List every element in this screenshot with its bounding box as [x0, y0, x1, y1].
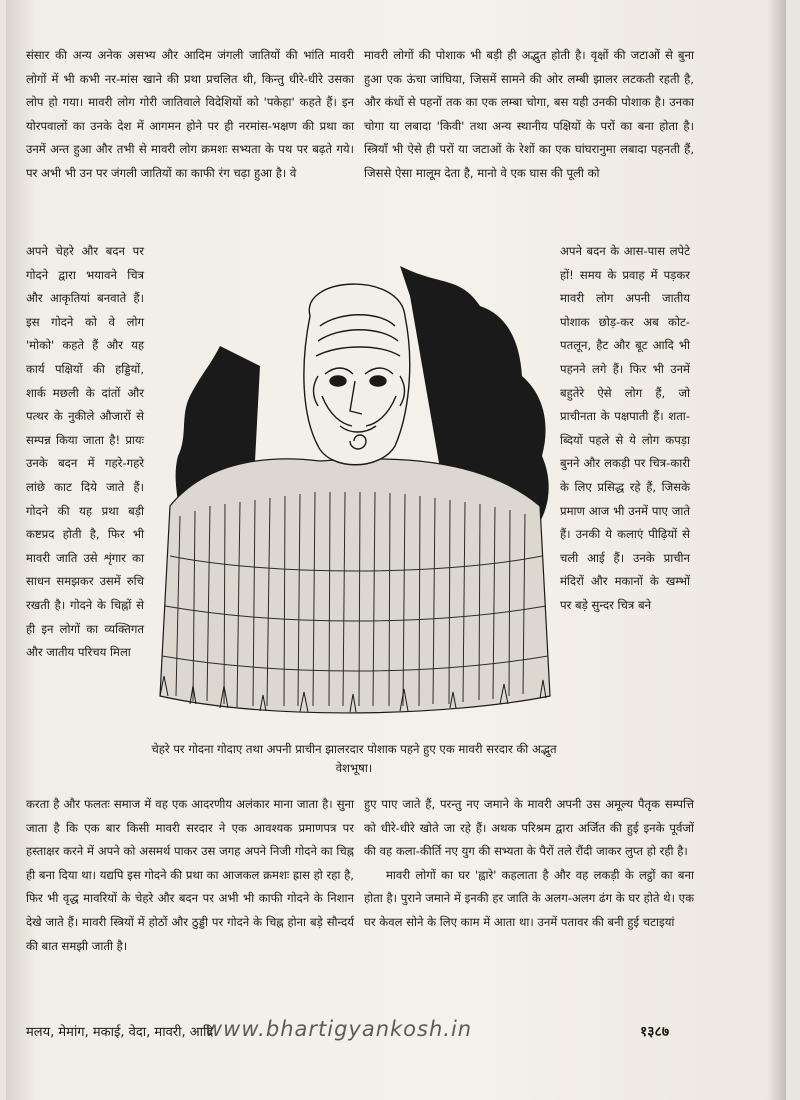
figure-caption: चेहरे पर गोदना गोदाए तथा अपनी प्राचीन झालरदार पोशाक पहने हुए एक मावरी सरदार की अद्भुत वेशभूषा। — [151, 742, 557, 775]
article-column-right-bottom — [364, 793, 694, 935]
article-column-right-mid — [560, 240, 690, 618]
watermark: www.bhartigyankosh.in — [205, 1017, 473, 1041]
paragraph-heritage: हुए पाए जाते हैं, परन्तु नए जमाने के मावरी अपनी उस अमूल्य पैतृक सम्पत्ति को धीरे-धीरे खोते जा रहे हैं। अथक परिश्रम द्वारा अर्जित की हुई इनके पूर्वजों की वह कला-कीर्ति नए युग की सभ्यता के पैरों तले रौंदी जाकर लुप्त हो रही है। — [364, 797, 694, 859]
maori-chief-illustration — [150, 256, 558, 724]
page-edge-shadow — [768, 0, 786, 1100]
cloak — [160, 459, 550, 713]
footer-running-text: मलय, मेमांग, मकाई, वेदा, मावरी, आदि — [26, 1025, 214, 1040]
article-column-left-top — [26, 44, 354, 186]
face-head — [304, 284, 410, 465]
article-column-right-top — [364, 44, 694, 186]
page-number: १३८७ — [640, 1024, 670, 1040]
paragraph-tattoo: अपने चेहरे और बदन पर गोदने द्वारा भयावने चित्र और आकृतियां बनवाते हैं। इस गोदने को वे लोग 'मोको' कहते हैं और यह कार्य पक्षियों की हड्डियों, शार्क मछली के दांतों और पत्थर के नुकीले औजारों से सम्पन्न किया जाता है! प्रायः उनके बदन में गहरे-गहरे लांछे काट दिये जाते हैं। गोदने की यह प्रथा बड़ी कष्टप्रद होती है, फिर भी मावरी जाति उसे शृंगार का साधन समझकर उसमें रुचि रखती है। गोदने के चिह्नों से ही इन लोगों का व्यक्तिगत और जातीय परिचय मिला — [26, 244, 144, 660]
paragraph-tattoo-signature: करता है और फलतः समाज में वह एक आदरणीय अलंकार माना जाता है। सुना जाता है कि एक बार किसी मावरी सरदार ने एक आवश्यक प्रमाणपत्र पर हस्ताक्षर करने में अपने को असमर्थ पाकर उस जगह अपने निजी गोदने का चिह्न ही बना दिया था। यद्यपि इस गोदने की प्रथा का आजकल क्रमशः ह्रास हो रहा है, फिर भी वृद्ध मावरियों के चेहरे और बदन पर अभी भी काफी गोदने के निशान देखे जाते हैं। मावरी स्त्रियों में होठों और ठुड्डी पर गोदने के चिह्न होना बड़े सौन्दर्य की बात समझी जाती है। — [26, 797, 354, 953]
paragraph-clothing: मावरी लोगों की पोशाक भी बड़ी ही अद्भुत होती है। वृक्षों की जटाओं से बुना हुआ एक ऊंचा जांघिया, जिसमें सामने की ओर लम्बी झालर लटकती रहती है, और कंधों से पहनों तक का एक लम्बा चोगा, बस यही उनकी पोशाक है। उनका चोगा या लबादा 'किवी' तथा अन्य स्थानीय पक्षियों के परों का बना होता है। स्त्रियाँ भी ऐसे ही परों या जटाओं के रेशों का एक घांघरानुमा लबादा पहनती हैं, जिससे ऐसा मालूम देता है, मानो वे एक घास की पूली को — [364, 48, 694, 180]
paragraph-houses: मावरी लोगों का घर 'ह्वारे' कहलाता है और वह लकड़ी के लट्ठों का बना होता है। पुराने जमाने में इनकी हर जाति के अलग-अलग ढंग के घर होते थे। एक घर केवल सोने के लिए काम में आता था। उनमें पतावर की बनी हुई चटाइयां — [364, 867, 694, 929]
paragraph-cannibalism: संसार की अन्य अनेक असभ्य और आदिम जंगली जातियों की भांति मावरी लोगों में भी कभी नर-मांस खाने की प्रथा प्रचलित थी, किन्तु धीरे-धीरे उसका लोप हो गया। मावरी लोग गोरी जातिवाले विदेशियों को 'पकेहा' कहते हैं। इन योरपवालों का उनके देश में आगमन होने पर ही नरमांस-भक्षण की प्रथा का उनमें अन्त हुआ और तभी से मावरी लोग क्रमशः सभ्यता के पथ पर बढ़ते गये। पर अभी भी उन पर जंगली जातियों का काफी रंग चढ़ा हुआ है। वे — [26, 48, 354, 180]
paragraph-modern-dress: अपने बदन के आस-पास लपेटे हों! समय के प्रवाह में पड़कर मावरी लोग अपनी जातीय पोशाक छोड़-कर अब कोट-पतलून, हैट और बूट आदि भी पहनने लगे हैं। फिर भी उनमें बहुतेरे ऐसे लोग हैं, जो प्राचीनता के पक्षपाती हैं। शता-ब्दियों पहले से ये लोग कपड़ा बुनने और लकड़ी पर चित्र-कारी के लिए प्रसिद्ध रहे हैं, जिसके प्रमाण आज भी उनमें पाए जाते हैं। उनकी ये कलाएं पीढ़ियों से चली आई हैं। उनके प्राचीन मंदिरों और मकानों के खम्भों पर बड़े सुन्दर चित्र बने — [560, 244, 690, 612]
article-column-left-mid — [26, 240, 144, 665]
article-column-left-bottom — [26, 793, 354, 958]
